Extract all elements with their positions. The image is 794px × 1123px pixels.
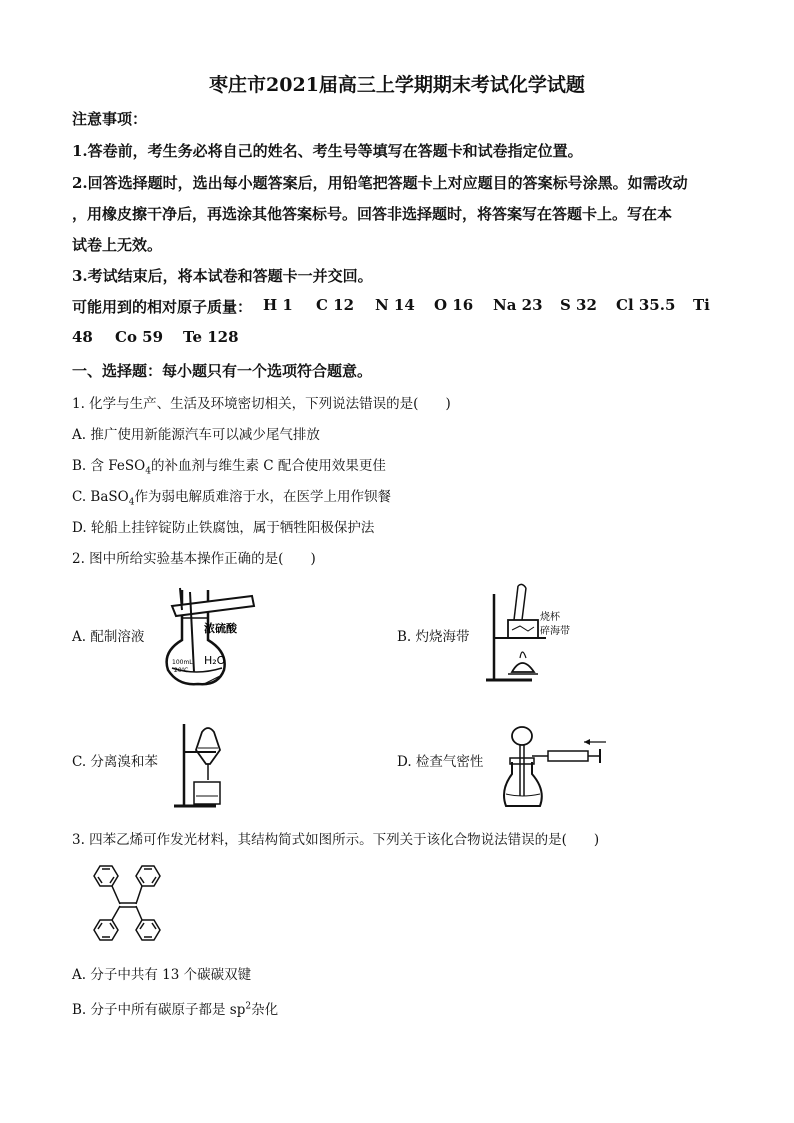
q2-option-a-label: A. 配制溶液 [72,629,145,645]
atomic-mass-s: S 32 [560,296,597,314]
atomic-mass-cl: Cl 35.5 [616,296,676,314]
section-heading: 一、选择题：每小题只有一个选项符合题意。 [72,362,373,380]
label-kelp: 碎海带 [540,626,570,637]
atomic-mass-n: N 14 [375,296,415,314]
label-flask-temperature: 20℃ [174,667,189,674]
atomic-mass-label: 可能用到的相对原子质量： [72,298,253,316]
atomic-mass-na: Na 23 [493,296,543,314]
figure-tetraphenylethylene [80,860,180,950]
label-beaker: 烧杯 [540,612,560,623]
notice-item-3: 3.考试结束后，将本试卷和答题卡一并交回。 [72,267,373,285]
notice-item-2-line-3: 试卷上无效。 [72,236,163,254]
q2-stem: 2. 图中所给实验基本操作正确的是( ) [72,551,316,567]
q1-stem: 1. 化学与生产、生活及环境密切相关，下列说法错误的是( ) [72,396,451,412]
figure-separatory-funnel [172,720,232,810]
q2-option-b-label: B. 灼烧海带 [397,629,470,645]
figure-burning-kelp [484,584,594,684]
q3-option-a: A. 分子中共有 13 个碳碳双键 [72,967,252,983]
notice-heading: 注意事项： [72,110,148,128]
q1-option-d: D. 轮船上挂锌锭防止铁腐蚀，属于牺牲阳极保护法 [72,520,375,536]
q2-option-d-label: D. 检查气密性 [397,754,484,770]
q3-option-b: B. 分子中所有碳原子都是 $sp^2$杂化 [72,1001,279,1018]
figure-volumetric-flask [160,580,260,690]
notice-item-2-line-2: ，用橡皮擦干净后，再选涂其他答案标号。回答非选择题时，将答案写在答题卡上。写在本 [72,205,673,223]
q1-option-c: C. BaSO$_4$作为弱电解质难溶于水，在医学上用作钡餐 [72,489,391,508]
atomic-mass-ti-value: 48 [72,328,93,346]
atomic-mass-o: O 16 [434,296,474,314]
label-water: H₂O [204,654,226,667]
label-flask-volume: 100mL [172,659,193,666]
atomic-mass-h: H 1 [263,296,293,314]
page-title: 枣庄市2021届高三上学期期末考试化学试题 [209,74,585,96]
atomic-mass-ti: Ti [693,296,710,314]
atomic-mass-te: Te 128 [183,328,239,346]
label-conc-sulfuric-acid: 浓硫酸 [204,622,237,635]
figure-airtightness-check [500,722,610,812]
q2-option-c-label: C. 分离溴和苯 [72,754,158,770]
notice-item-1: 1.答卷前，考生务必将自己的姓名、考生号等填写在答题卡和试卷指定位置。 [72,142,583,160]
atomic-mass-co: Co 59 [115,328,164,346]
q1-option-a: A. 推广使用新能源汽车可以减少尾气排放 [72,427,320,443]
atomic-mass-c: C 12 [316,296,355,314]
notice-item-2-line-1: 2.回答选择题时，选出每小题答案后，用铅笔把答题卡上对应题目的答案标号涂黑。如需改动 [72,174,688,192]
q3-stem: 3. 四苯乙烯可作发光材料，其结构简式如图所示。下列关于该化合物说法错误的是( ) [72,832,600,848]
q1-option-b: B. 含 FeSO$_4$的补血剂与维生素 C 配合使用效果更佳 [72,458,386,477]
